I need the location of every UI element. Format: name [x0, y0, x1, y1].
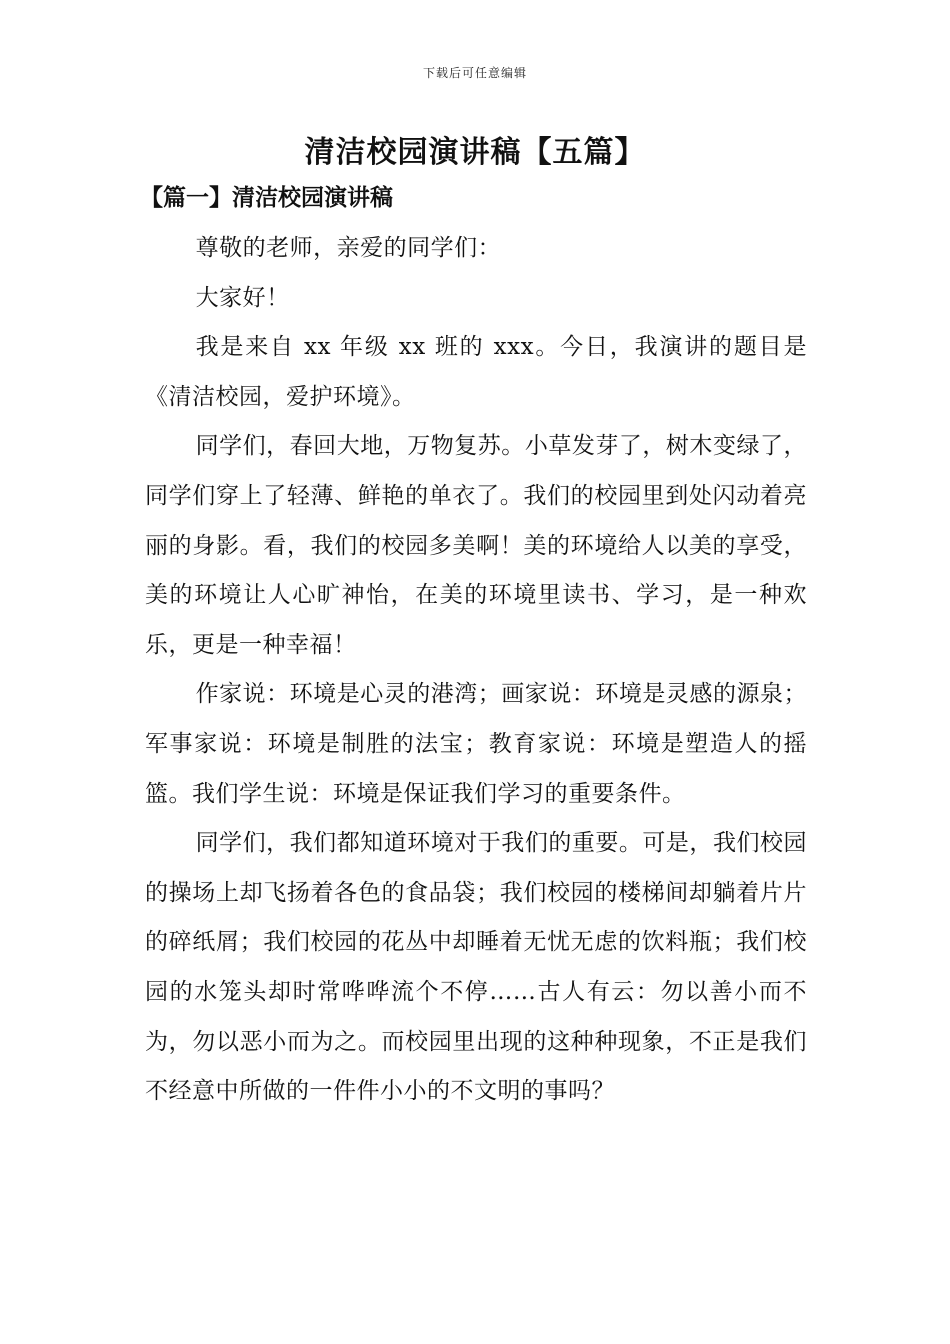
problems-paragraph: 同学们，我们都知道环境对于我们的重要。可是，我们校园的操场上却飞扬着各色的食品袋；我们校园的楼梯间却躺着片片的碎纸屑；我们校园的花丛中却睡着无忧无虑的饮料瓶；我们校园的水笼头却时常哗哗流个不停……古人有云：勿以善小而不为，勿以恶小而为之。而校园里出现的这种种现象，不正是我们不经意中所做的一件件小小的不文明的事吗？	[145, 830, 807, 1105]
intro-paragraph: 我是来自 xx 年级 xx 班的 xxx。今日，我演讲的题目是《清洁校园，爱护环境》。	[145, 334, 807, 410]
greeting-paragraph: 大家好！	[195, 284, 290, 311]
header-note: 下载后可任意编辑	[422, 66, 527, 80]
document-title: 清洁校园演讲稿【五篇】	[304, 135, 646, 170]
section-heading: 【篇一】清洁校园演讲稿	[140, 184, 393, 211]
quotes-paragraph: 作家说：环境是心灵的港湾；画家说：环境是灵感的源泉；军事家说：环境是制胜的法宝；教育家说：环境是塑造人的摇篮。我们学生说：环境是保证我们学习的重要条件。	[145, 681, 807, 807]
salutation-paragraph: 尊敬的老师，亲爱的同学们：	[195, 235, 502, 261]
speech-body	[145, 224, 807, 1117]
spring-paragraph: 同学们，春回大地，万物复苏。小草发芽了，树木变绿了，同学们穿上了轻薄、鲜艳的单衣了。我们的校园里到处闪动着亮丽的身影。看，我们的校园多美啊！美的环境给人以美的享受，美的环境让人心旷神怡，在美的环境里读书、学习，是一种欢乐，更是一种幸福！	[145, 433, 807, 658]
